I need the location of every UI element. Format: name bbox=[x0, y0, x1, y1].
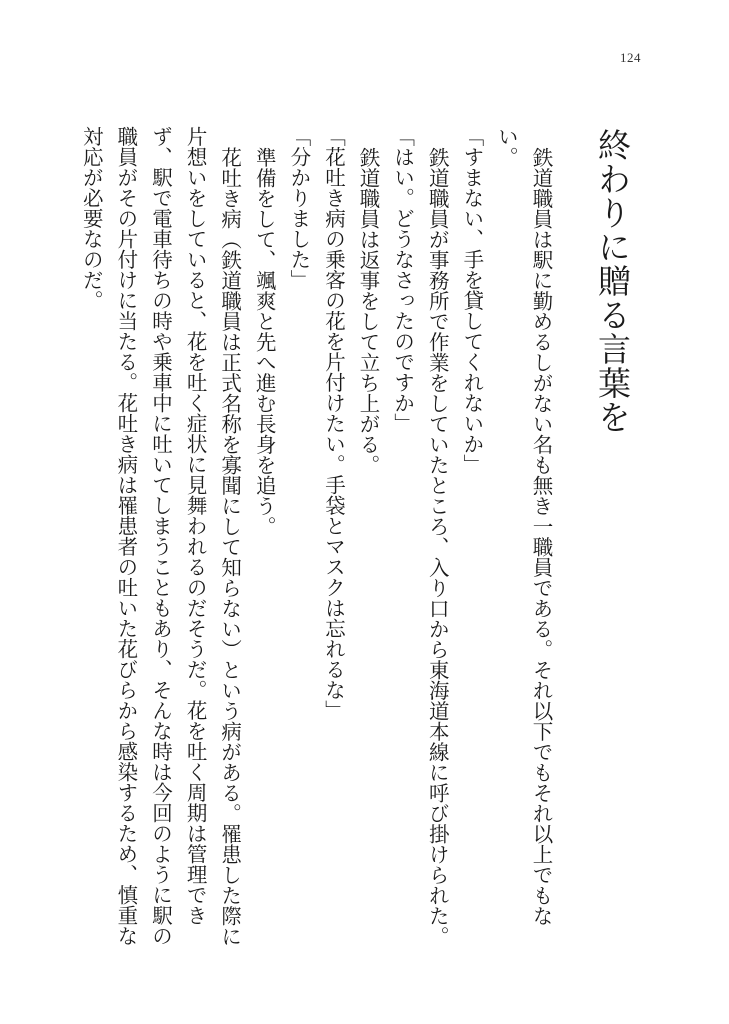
paragraph: 「はい。どうなさったのですか」 bbox=[390, 126, 415, 434]
paragraph: 鉄道職員は駅に勤めるしがない名も無き一職員である。それ以下でもそれ以上でもない。 bbox=[494, 126, 553, 926]
paragraph: 「分かりました」 bbox=[286, 126, 311, 290]
paragraph: 花吐き病（鉄道職員は正式名称を寡聞にして知らない）という病がある。罹患した際に片想いをしていると、花を吐く症状に見舞われるのだそうだ。花を吐く周期は管理できず、駅で電車待ちの時や乗車中に吐いてしまうこともあり、そんな時は今回のように駅の職員がその片付けに当たる。花吐き病は罹患者の吐いた花びらから感染するため、慎重な対応が必要なのだ。 bbox=[79, 126, 242, 946]
chapter-title: 終わりに贈る言葉を bbox=[593, 128, 632, 434]
paragraph: 鉄道職員が事務所で作業をしていたところ、入り口から東海道本線に呼び掛けられた。 bbox=[425, 146, 450, 946]
body-text bbox=[74, 126, 558, 966]
paragraph: 鉄道職員は返事をして立ち上がる。 bbox=[356, 146, 381, 475]
paragraph: 「すまない、手を貸してくれないか」 bbox=[459, 126, 484, 475]
page-number: 124 bbox=[620, 50, 641, 65]
paragraph: 準備をして、颯爽と先へ進む長身を追う。 bbox=[252, 146, 277, 536]
paragraph: 「花吐き病の乗客の花を片付けたい。手袋とマスクは忘れるな」 bbox=[321, 126, 346, 721]
